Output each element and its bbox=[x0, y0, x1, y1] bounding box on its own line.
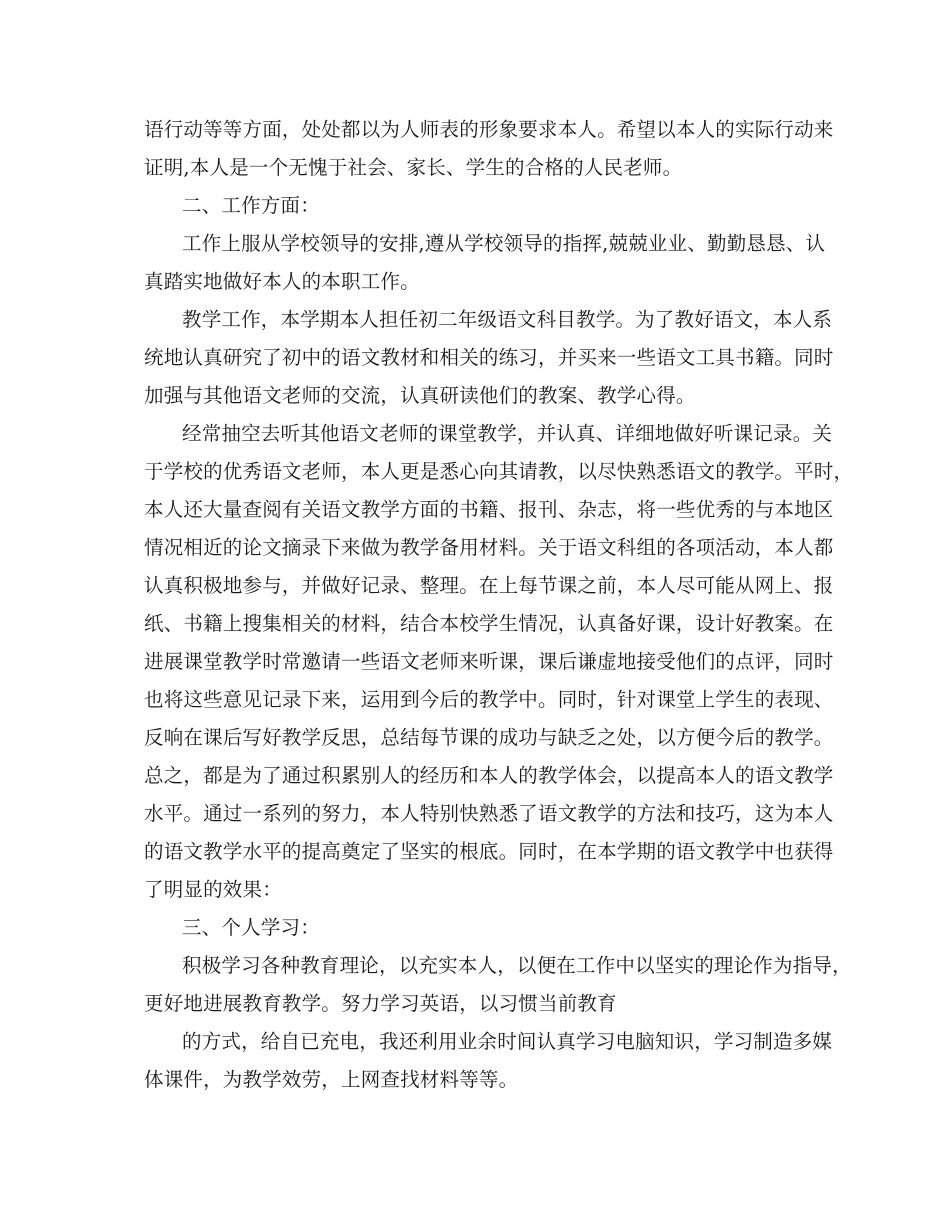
text-line: 的方式，给自已充电，我还利用业余时间认真学习电脑知识，学习制造多媒 bbox=[182, 1030, 833, 1053]
text-line: 也将这些意见记录下来，运用到今后的教学中。同时，针对课堂上学生的表现、 bbox=[144, 688, 834, 711]
text-line: 总之，都是为了通过积累别人的经历和本人的教学体会，以提高本人的语文教学 bbox=[144, 764, 834, 787]
text-line: 进展课堂教学时常邀请一些语文老师来听课，课后谦虚地接受他们的点评，同时 bbox=[144, 650, 834, 673]
text-line: 真踏实地做好本人的本职工作。 bbox=[144, 270, 420, 293]
text-line: 证明,本人是一个无愧于社会、家长、学生的合格的人民老师。 bbox=[144, 156, 683, 179]
section-heading: 三、个人学习： bbox=[182, 916, 320, 939]
text-line: 纸、书籍上搜集相关的材料，结合本校学生情况，认真备好课，设计好教案。在 bbox=[144, 612, 834, 635]
text-line: 了明显的效果： bbox=[144, 878, 282, 901]
text-line: 加强与其他语文老师的交流，认真研读他们的教案、教学心得。 bbox=[144, 384, 696, 407]
text-line: 反响在课后写好教学反思，总结每节课的成功与缺乏之处，以方便今后的教学。 bbox=[144, 726, 834, 749]
text-line: 语行动等等方面，处处都以为人师表的形象要求本人。希望以本人的实际行动来 bbox=[144, 118, 834, 141]
text-line: 的语文教学水平的提高奠定了坚实的根底。同时，在本学期的语文教学中也获得 bbox=[144, 840, 834, 863]
text-line: 于学校的优秀语文老师，本人更是悉心向其请教，以尽快熟悉语文的教学。平时， bbox=[144, 460, 854, 483]
text-line: 水平。通过一系列的努力，本人特别快熟悉了语文教学的方法和技巧，这为本人 bbox=[144, 802, 834, 825]
text-line: 更好地进展教育教学。努力学习英语，以习惯当前教育 bbox=[144, 992, 617, 1015]
text-line: 体课件，为教学效劳，上网查找材料等等。 bbox=[144, 1068, 519, 1091]
text-line: 工作上服从学校领导的安排,遵从学校领导的指挥,兢兢业业、勤勤恳恳、认 bbox=[182, 232, 826, 255]
section-heading: 二、工作方面： bbox=[182, 194, 320, 217]
text-line: 统地认真研究了初中的语文教材和相关的练习，并买来一些语文工具书籍。同时 bbox=[144, 346, 834, 369]
text-line: 本人还大量查阅有关语文教学方面的书籍、报刊、杂志，将一些优秀的与本地区 bbox=[144, 498, 834, 521]
text-line: 积极学习各种教育理论，以充实本人，以便在工作中以坚实的理论作为指导， bbox=[182, 954, 852, 977]
text-line: 情况相近的论文摘录下来做为教学备用材料。关于语文科组的各项活动，本人都 bbox=[144, 536, 834, 559]
text-line: 教学工作，本学期本人担任初二年级语文科目教学。为了教好语文，本人系 bbox=[182, 308, 833, 331]
text-line: 经常抽空去听其他语文老师的课堂教学，并认真、详细地做好听课记录。关 bbox=[182, 422, 833, 445]
text-line: 认真积极地参与，并做好记录、整理。在上每节课之前，本人尽可能从网上、报 bbox=[144, 574, 834, 597]
